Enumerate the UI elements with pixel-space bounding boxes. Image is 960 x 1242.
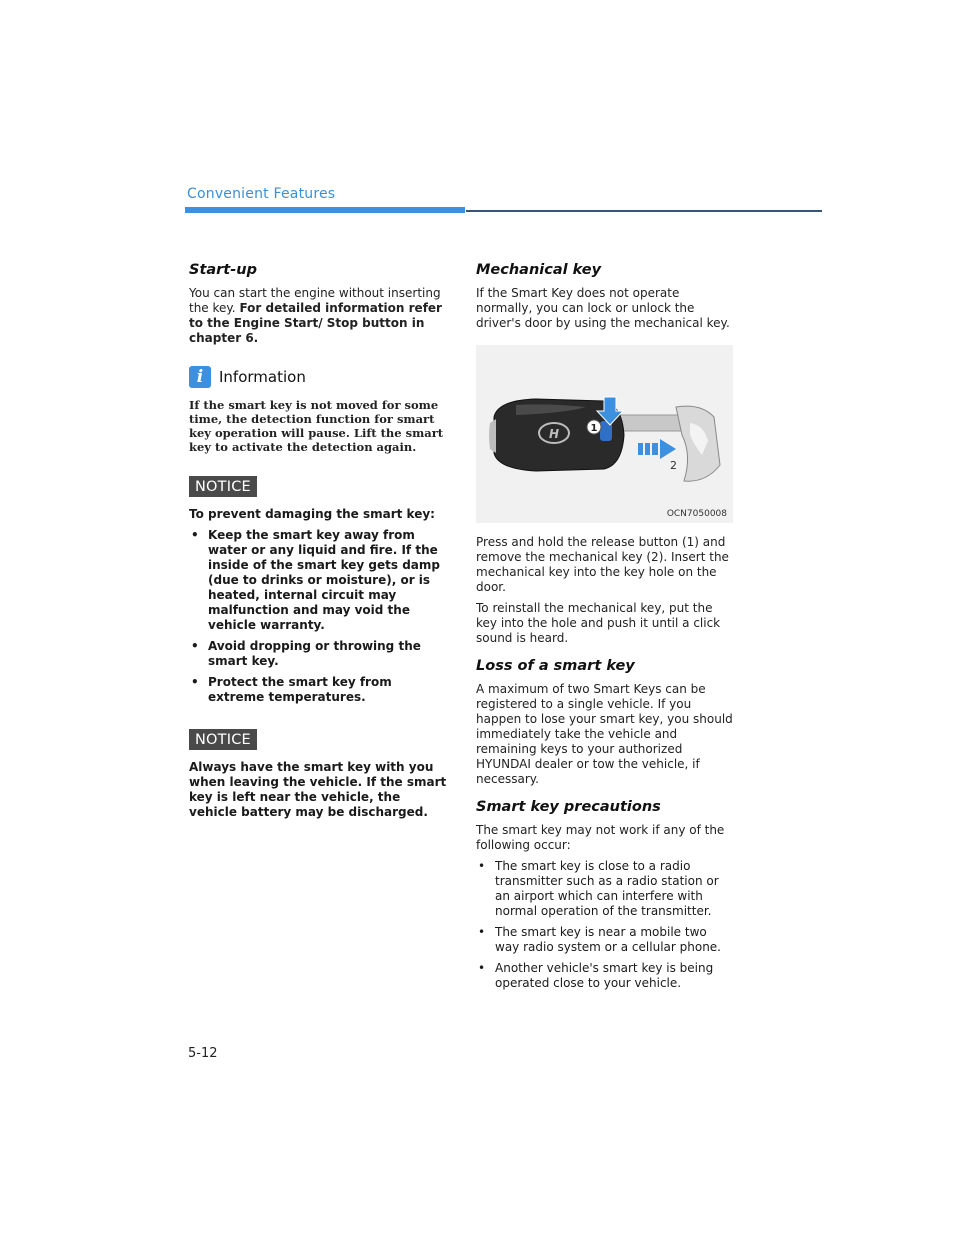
info-icon: i [189, 366, 211, 388]
right-arrow-icon [660, 439, 676, 459]
list-item: • The smart key is close to a radio transmitter such as a radio station or an airport which can interfere with normal operation of the transmitter. [476, 859, 734, 919]
startup-heading: Start-up [189, 262, 257, 278]
notice-2-text: Always have the smart key with you when leaving the vehicle. If the smart key is left near the vehicle, the vehicle battery may be discharged. [189, 760, 447, 819]
loss-heading: Loss of a smart key [476, 658, 635, 674]
header-rule [466, 210, 822, 212]
list-item: • Protect the smart key from extreme temperatures. [189, 675, 447, 705]
arrow-segment [652, 443, 658, 455]
callout-1-label: 1 [590, 423, 598, 434]
arrow-segment [638, 443, 643, 455]
fob-chrome-edge [489, 419, 496, 453]
precautions-list [476, 859, 734, 991]
startup-text-plain: You can start the engine without inserting the key. [189, 286, 441, 315]
mechanical-key-text: If the Smart Key does not operate normally, you can lock or unlock the driver's door by using the mechanical key. [476, 286, 730, 330]
list-item: • Keep the smart key away from water or any liquid and fire. If the inside of the smart key gets damp (due to drinks or moisture), or is heated, internal circuit may malfunction and may void the vehicle warranty. [189, 528, 447, 633]
page-number: 5-12 [188, 1046, 218, 1061]
notice-1-list [189, 528, 447, 705]
mechanical-key-heading: Mechanical key [476, 262, 602, 278]
notice-badge-1: NOTICE [189, 476, 257, 497]
arrow-segment [645, 443, 650, 455]
press-hold-text: Press and hold the release button (1) and remove the mechanical key (2). Insert the mechanical key into the key hole on the door. [476, 535, 729, 594]
notice-1-intro: To prevent damaging the smart key: [189, 507, 435, 521]
loss-text: A maximum of two Smart Keys can be registered to a single vehicle. If you happen to lose your smart key, you should immediately take the vehicle and remaining keys to your authorized HYUNDAI dealer or tow the vehicle, if necessary. [476, 682, 733, 786]
list-item: • The smart key is near a mobile two way radio system or a cellular phone. [476, 925, 734, 955]
startup-text-bold: For detailed information refer to the Engine Start/ Stop button in chapter 6. [189, 301, 442, 345]
information-title: Information [219, 368, 306, 386]
reinstall-text: To reinstall the mechanical key, put the key into the hole and push it until a click sound is heard. [476, 601, 721, 645]
information-header [189, 366, 447, 388]
list-item: • Another vehicle's smart key is being operated close to your vehicle. [476, 961, 734, 991]
callout-2-label: 2 [670, 459, 677, 472]
notice-badge-2: NOTICE [189, 729, 257, 750]
precautions-intro: The smart key may not work if any of the following occur: [476, 823, 725, 852]
startup-text [189, 286, 447, 346]
figure-code: OCN7050008 [666, 509, 727, 519]
logo-letter: H [549, 427, 560, 441]
information-text: If the smart key is not moved for some time, the detection function for smart key operation will pause. Lift the smart key to activate the detection again. [189, 398, 444, 454]
left-column [189, 262, 447, 820]
right-column [476, 262, 734, 991]
header-rule-accent [185, 207, 465, 213]
precautions-heading: Smart key precautions [476, 799, 661, 815]
smart-key-figure [476, 345, 733, 523]
section-title: Convenient Features [187, 186, 336, 202]
smart-key-illustration [476, 345, 733, 523]
list-item: • Avoid dropping or throwing the smart key. [189, 639, 447, 669]
